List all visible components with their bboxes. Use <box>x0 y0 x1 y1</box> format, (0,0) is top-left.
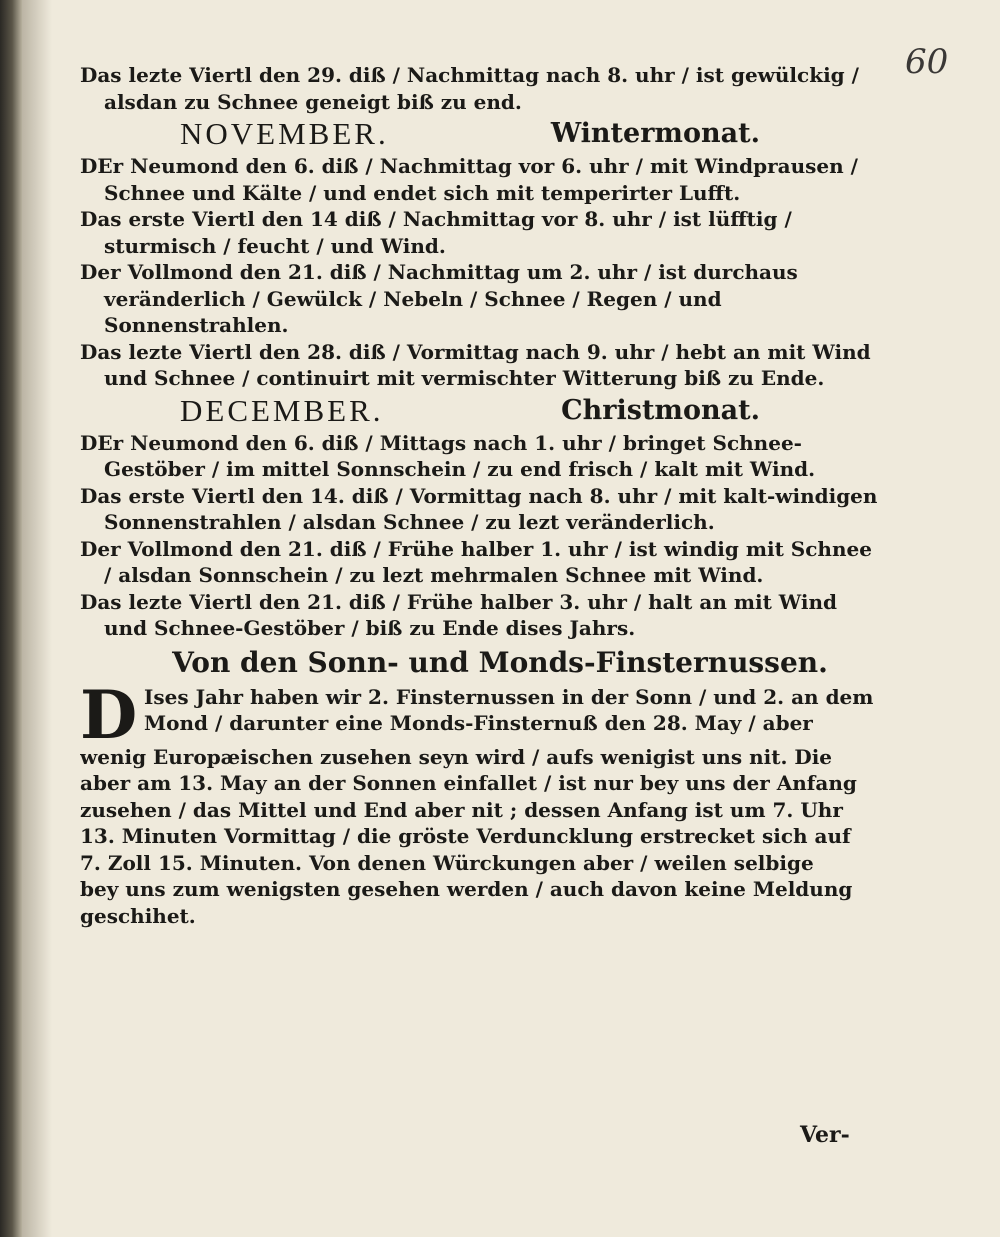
text-line: Das erste Viertl den 14. diß / Vormittag nach 8. uhr / mit kalt-windigen Sonnenstrahlen / alsdan Schnee / zu lezt veränderlich. <box>80 483 878 534</box>
catchword: Ver- <box>800 1122 850 1148</box>
month-title-german: Christmonat. <box>561 394 760 426</box>
text-line: Ises Jahr haben wir 2. Finsternussen in der Sonn / und 2. an dem <box>144 684 874 709</box>
text-line: zusehen / das Mittel und End aber nit ; dessen Anfang ist um 7. Uhr <box>80 797 843 822</box>
text-line: geschihet. <box>80 903 196 928</box>
fold-shadow <box>22 0 52 1237</box>
month-title-latin: NOVEMBER. <box>180 116 389 151</box>
month-heading-november <box>80 115 880 153</box>
month-title-latin: DECEMBER. <box>180 392 384 428</box>
paragraph-last-quarter-october <box>80 62 880 115</box>
book-spine <box>0 0 22 1237</box>
paragraph-first-quarter-november <box>80 206 880 259</box>
text-line: Der Vollmond den 21. diß / Nachmittag um 2. uhr / ist durchaus veränderlich / Gewülck / Nebeln / Schnee / Regen / und Sonnenstrahlen. <box>80 260 798 337</box>
paragraph-eclipses <box>80 675 880 930</box>
drop-cap-initial: D <box>80 675 138 754</box>
paragraph-first-quarter-december <box>80 483 880 536</box>
paragraph-last-quarter-november <box>80 339 880 392</box>
text-line: Das erste Viertl den 14 diß / Nachmittag vor 8. uhr / ist lüfftig / sturmisch / feucht / und Wind. <box>80 207 792 258</box>
text-line: 13. Minuten Vormittag / die gröste Verduncklung erstrecket sich auf <box>80 824 851 848</box>
text-line: Mond / darunter eine Monds-Finsternuß den 28. May / aber <box>144 711 813 735</box>
paragraph-new-moon-december <box>80 430 880 483</box>
text-line: Das lezte Viertl den 21. diß / Frühe halber 3. uhr / halt an mit Wind und Schnee-Gestöber / biß zu Ende dises Jahrs. <box>80 589 838 640</box>
text-line: Das lezte Viertl den 29. diß / Nachmittag nach 8. uhr / ist gewülckig / <box>80 63 859 87</box>
month-title-german: Wintermonat. <box>550 118 760 149</box>
paragraph-full-moon-november <box>80 259 880 339</box>
text-line: Das lezte Viertl den 28. diß / Vormittag nach 9. uhr / hebt an mit Wind und Schnee / continuirt mit vermischter Witterung biß zu Ende. <box>80 339 871 390</box>
paragraph-new-moon-november <box>80 153 880 206</box>
text-block <box>80 62 880 929</box>
text-line: Der Vollmond den 21. diß / Frühe halber 1. uhr / ist windig mit Schnee / alsdan Sonnschein / zu lezt mehrmalen Schnee mit Wind. <box>80 536 872 587</box>
section-title-eclipses: Von den Sonn- und Monds-Finsternussen. <box>172 645 828 679</box>
text-line: wenig Europæischen zusehen seyn wird / aufs wenigist uns nit. Die <box>80 744 833 769</box>
paragraph-last-quarter-december <box>80 589 880 642</box>
text-line: bey uns zum wenigsten gesehen werden / auch davon keine Meldung <box>80 877 853 901</box>
text-line: DEr Neumond den 6. diß / Mittags nach 1. uhr / bringet Schnee-Gestöber / im mittel Sonnschein / zu end frisch / kalt mit Wind. <box>80 430 816 481</box>
paragraph-full-moon-december <box>80 536 880 589</box>
text-line: 7. Zoll 15. Minuten. Von denen Würckungen aber / weilen selbige <box>80 850 814 875</box>
folio-number: 60 <box>905 42 949 82</box>
text-line: alsdan zu Schnee geneigt biß zu end. <box>104 89 522 114</box>
text-line: Schnee und Kälte / und endet sich mit temperirter Lufft. <box>104 180 741 205</box>
text-line: aber am 13. May an der Sonnen einfallet / ist nur bey uns der Anfang <box>80 771 857 795</box>
text-line: DEr Neumond den 6. diß / Nachmittag vor 6. uhr / mit Windprausen / <box>80 154 858 178</box>
month-heading-december <box>80 392 880 430</box>
